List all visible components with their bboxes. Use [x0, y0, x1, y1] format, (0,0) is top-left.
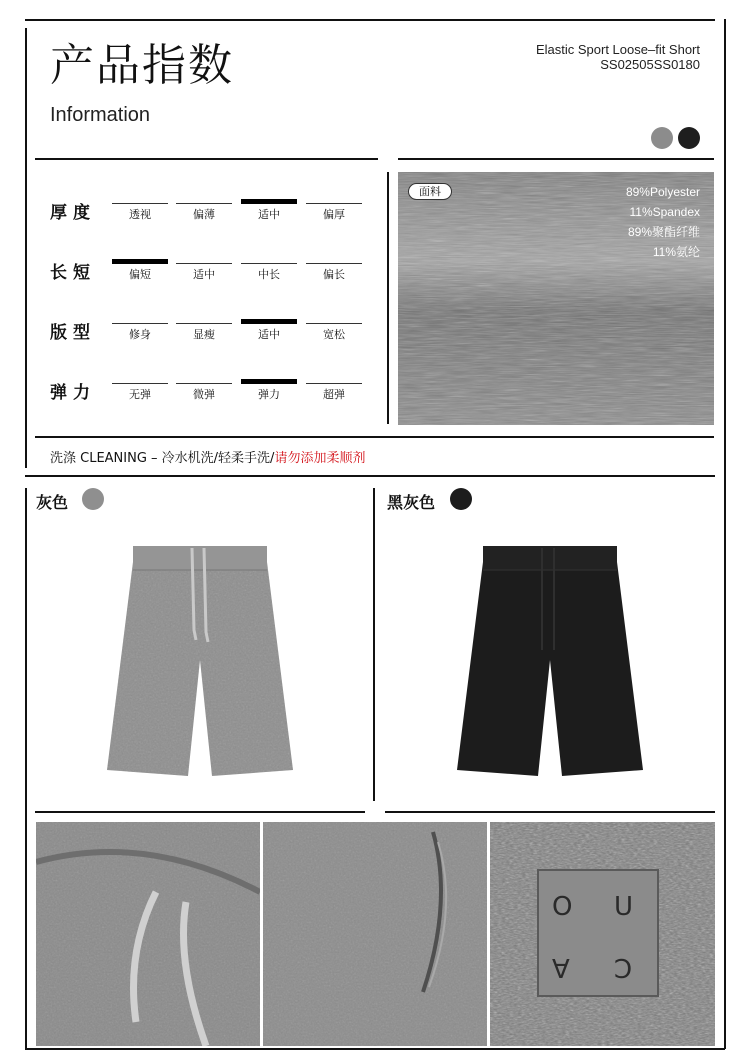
param-option[interactable] [112, 383, 168, 402]
param-label: 厚度 [50, 203, 96, 223]
detail-pocket-image [263, 822, 487, 1046]
param-option-selected[interactable] [241, 319, 297, 342]
param-option[interactable] [176, 383, 232, 402]
param-option-bar [241, 263, 297, 264]
care-warning: 请勿添加柔顺剂 [274, 451, 366, 466]
param-option-bar [241, 379, 297, 384]
divider [35, 158, 378, 160]
product-code: SS02505SS0180 [600, 57, 700, 72]
param-option-label: 适中 [193, 268, 215, 281]
divider [385, 811, 715, 813]
param-option[interactable] [306, 323, 362, 342]
param-option[interactable] [306, 263, 362, 282]
param-option-label: 超弹 [323, 388, 345, 401]
fabric-line: 11%氨纶 [652, 245, 700, 259]
product-name-text: Elastic Sport Loose–fit Short [535, 42, 700, 57]
color-dot-black[interactable] [450, 488, 472, 510]
label-letter: U [614, 892, 634, 922]
label-letter: C [614, 952, 633, 982]
param-option-bar [176, 203, 232, 204]
param-option-label: 弹力 [258, 388, 280, 401]
detail-label-image [490, 822, 715, 1046]
vertical-divider [387, 172, 389, 424]
param-label: 弹力 [50, 383, 96, 403]
fabric-line: 11%Spandex [629, 205, 700, 219]
param-option-bar [241, 199, 297, 204]
param-option-label: 偏厚 [323, 208, 345, 221]
top-border [25, 19, 715, 21]
param-option[interactable] [241, 263, 297, 282]
param-option-label: 宽松 [323, 328, 345, 341]
param-option-label: 偏长 [323, 268, 345, 281]
param-option[interactable] [306, 203, 362, 222]
vertical-divider [373, 488, 375, 801]
param-option-bar [176, 263, 232, 264]
param-option-label: 中长 [258, 268, 280, 281]
divider [398, 158, 714, 160]
label-letter: O [552, 892, 573, 922]
page-title: 产品指数 [50, 40, 234, 91]
param-option-label: 透视 [129, 208, 151, 221]
param-option-bar [112, 259, 168, 264]
param-option-selected[interactable] [112, 259, 168, 282]
param-option-bar [176, 383, 232, 384]
param-option-bar [112, 203, 168, 204]
param-option-selected[interactable] [241, 379, 297, 402]
param-option-bar [306, 383, 362, 384]
bottom-border [25, 1048, 725, 1050]
param-option-bar [306, 263, 362, 264]
fabric-tag: 面料 [408, 183, 452, 200]
param-option[interactable] [306, 383, 362, 402]
param-option[interactable] [176, 203, 232, 222]
param-option-bar [176, 323, 232, 324]
divider [25, 475, 715, 477]
param-option-label: 适中 [258, 328, 280, 341]
color-name-black: 黑灰色 [387, 493, 436, 512]
param-option-label: 适中 [258, 208, 280, 221]
shorts-gray-image [100, 540, 300, 782]
param-option-label: 偏短 [129, 268, 151, 281]
color-dot-gray[interactable] [82, 488, 104, 510]
left-border [25, 28, 27, 468]
param-option-label: 修身 [129, 328, 151, 341]
param-option-label: 显瘦 [193, 328, 215, 341]
swatch-gray-dot[interactable] [651, 127, 673, 149]
param-option[interactable] [112, 323, 168, 342]
fabric-line: 89%Polyester [625, 185, 700, 199]
product-name [536, 42, 700, 72]
param-option-bar [112, 323, 168, 324]
color-name-gray: 灰色 [36, 493, 69, 512]
param-option[interactable] [176, 263, 232, 282]
swatch-black-dot[interactable] [678, 127, 700, 149]
param-option[interactable] [112, 203, 168, 222]
param-option-bar [112, 383, 168, 384]
care-instructions [50, 447, 365, 466]
divider [35, 811, 365, 813]
param-option-bar [306, 203, 362, 204]
fabric-image [398, 172, 714, 425]
care-text: 洗涤 CLEANING – 冷水机洗/轻柔手洗/ [50, 451, 275, 466]
param-option[interactable] [176, 323, 232, 342]
right-border [724, 19, 726, 1049]
param-option-label: 偏薄 [193, 208, 215, 221]
param-option-bar [241, 319, 297, 324]
divider [35, 436, 714, 438]
param-option-selected[interactable] [241, 199, 297, 222]
page-subtitle: Information [50, 104, 151, 126]
shorts-black-image [450, 540, 650, 782]
param-option-label: 无弹 [129, 388, 151, 401]
left-border [25, 488, 27, 1048]
param-label: 版型 [50, 323, 96, 343]
param-option-label: 微弹 [193, 388, 215, 401]
fabric-line: 89%聚酯纤维 [627, 225, 700, 239]
param-label: 长短 [50, 263, 96, 283]
fabric-composition [626, 182, 700, 262]
param-option-bar [306, 323, 362, 324]
label-letter: A [552, 952, 570, 982]
detail-drawstring-image [36, 822, 260, 1046]
